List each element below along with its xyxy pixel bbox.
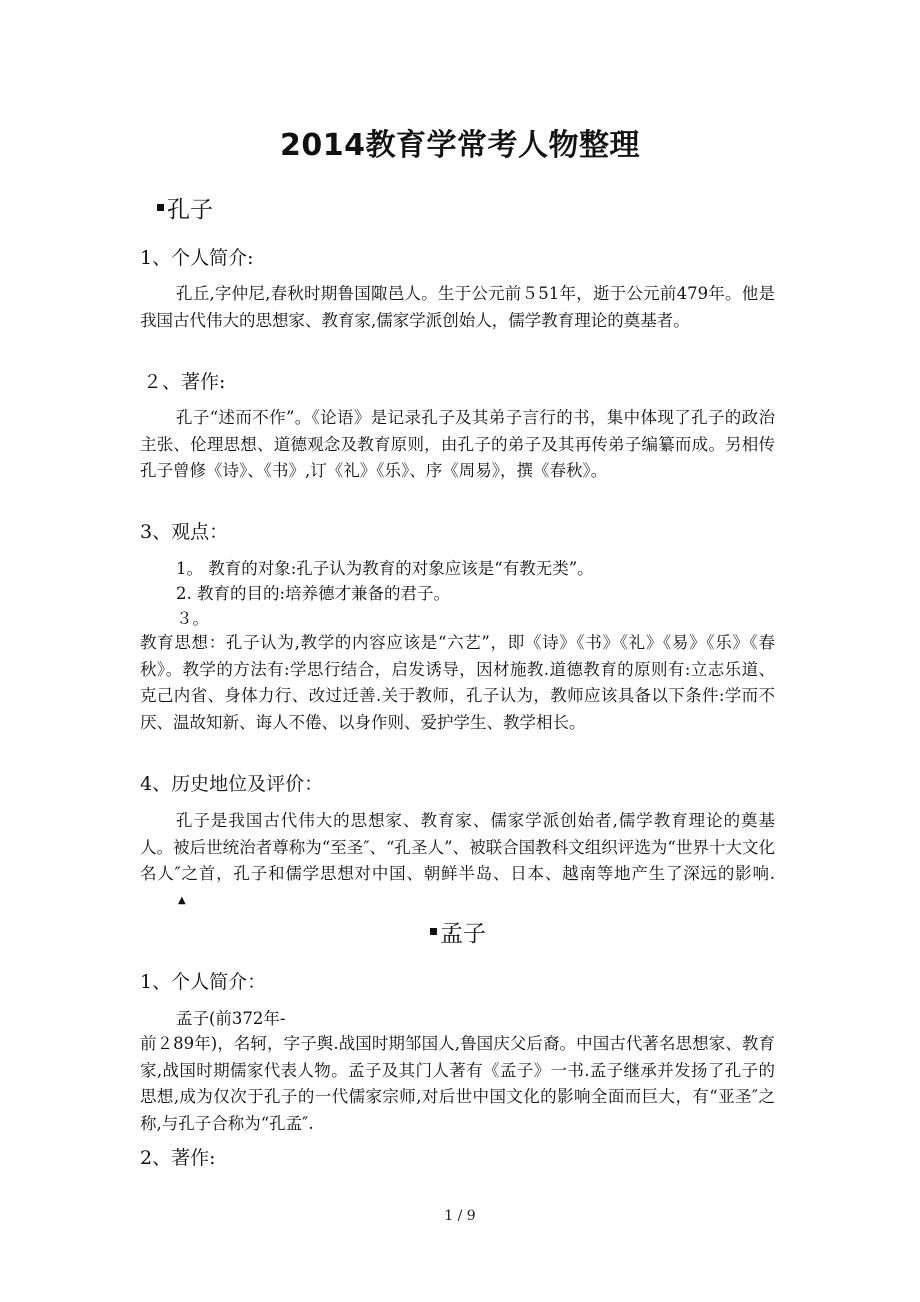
page-number: 1 / 9 xyxy=(444,1208,476,1224)
kongzi-paragraph-status-text: 孔子是我国古代伟大的思想家、教育家、儒家学派创始者,儒学教育理论的奠基人。被后世统治者尊称为“至圣″、“孔圣人”、被联合国教科文组织评选为“世界十大文化名人″之首，孔子和儒学思想对中国、朝鲜半岛、日本、越南等地产生了深远的影响. xyxy=(140,811,775,883)
kongzi-view-item-2: 2. 教育的目的:培养德才兼备的君子。 xyxy=(176,584,451,603)
mengzi-heading-works: 2、著作: xyxy=(140,1147,216,1169)
kongzi-paragraph-bio: 孔丘,字仲尼,春秋时期鲁国陬邑人。生于公元前５51年，逝于公元前479年。他是我国古代伟大的思想家、教育家,儒家学派创始人，儒学教育理论的奠基者。 xyxy=(140,284,775,330)
document-title: 2014教育学常考人物整理 xyxy=(280,128,640,163)
kongzi-view-item-3: ３。 xyxy=(176,609,209,628)
bullet-square-icon xyxy=(157,204,164,211)
mengzi-bio-first-line: 孟子(前372年- xyxy=(176,1009,286,1028)
kongzi-heading-views: 3、观点： xyxy=(140,521,229,543)
section-title-mengzi-text: 孟子 xyxy=(440,921,486,947)
section-title-kongzi xyxy=(157,194,213,226)
mengzi-heading-bio: 1、个人简介： xyxy=(140,971,267,993)
kongzi-paragraph-status xyxy=(140,808,775,914)
kongzi-heading-bio: 1、个人简介: xyxy=(140,247,254,269)
bullet-square-icon xyxy=(430,928,437,935)
kongzi-heading-works: ２、著作: xyxy=(143,371,226,393)
kongzi-paragraph-thought: 教育思想：孔子认为,教学的内容应该是“六艺”，即《诗》《书》《礼》《易》《乐》《春秋》。教学的方法有:学思行结合，启发诱导，因材施教.道德教育的原则有:立志乐道、克己内省、身体力行、改过迁善.关于教师，孔子认为，教师应该具备以下条件:学而不厌、温故知新、诲人不倦、以身作则、爱护学生、教学相长。 xyxy=(140,633,775,732)
mengzi-paragraph-bio: 前２89年)，名轲，字子舆.战国时期邹国人,鲁国庆父后裔。中国古代著名思想家、教育家,战国时期儒家代表人物。孟子及其门人著有《孟子》一书.孟子继承并发扬了孔子的思想,成为仅次于孔子的一代儒家宗师,对后世中国文化的影响全面而巨大，有“亚圣″之称,与孔子合称为“孔孟″. xyxy=(140,1034,775,1133)
section-title-kongzi-text: 孔子 xyxy=(167,197,213,223)
kongzi-heading-status: 4、历史地位及评价： xyxy=(140,773,324,795)
kongzi-paragraph-works: 孔子“述而不作”。《论语》是记录孔子及其弟子言行的书，集中体现了孔子的政治主张、伦理思想、道德观念及教育原则，由孔子的弟子及其再传弟子编纂而成。另相传孔子曾修《诗》、《书》,订《礼》《乐》、序《周易》，撰《春秋》。 xyxy=(140,408,775,480)
kongzi-view-item-1: 1。 教育的对象:孔子认为教育的对象应该是“有教无类”。 xyxy=(176,559,594,578)
section-title-mengzi xyxy=(430,918,486,950)
paragraph-mark-icon: ▲ xyxy=(178,894,186,906)
